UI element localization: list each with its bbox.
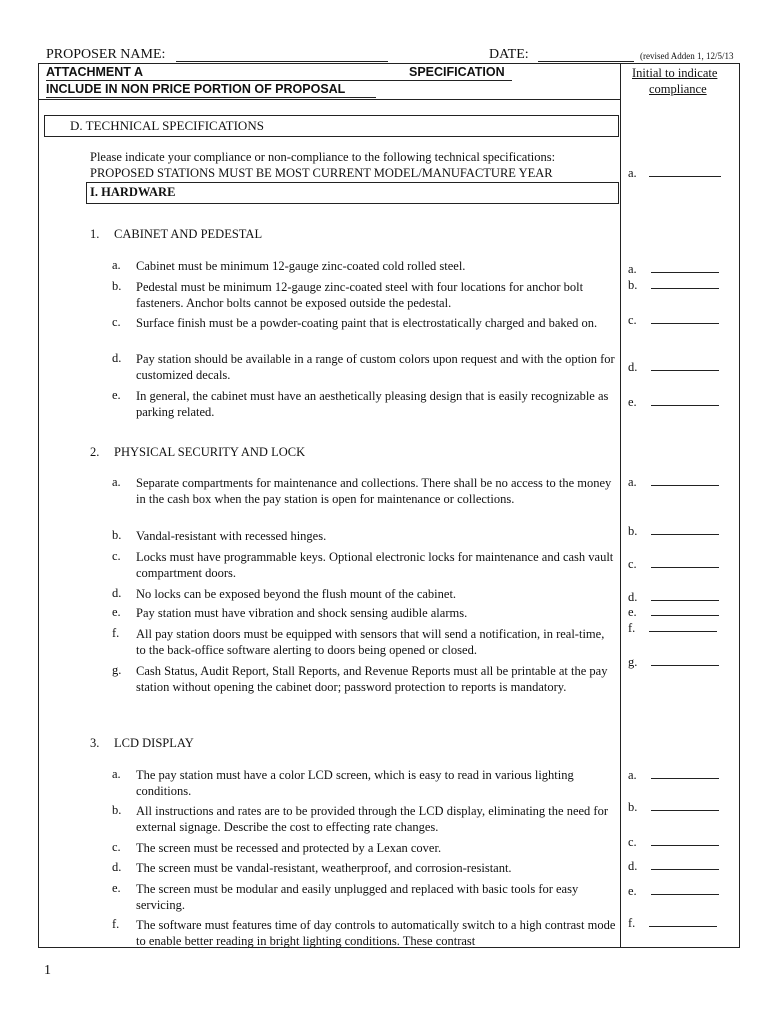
item-label: a. (112, 767, 121, 781)
item-label: g. (112, 663, 122, 677)
item-label: c. (112, 549, 121, 563)
answer-1a[interactable] (628, 262, 719, 277)
section-d-title: D. TECHNICAL SPECIFICATIONS (70, 118, 264, 133)
answer-blank[interactable] (651, 278, 719, 289)
page-number: 1 (44, 963, 51, 978)
answer-blank[interactable] (651, 262, 719, 273)
answer-blank[interactable] (651, 835, 719, 846)
initial-header-line2: compliance (649, 82, 707, 96)
answer-1e[interactable] (628, 395, 719, 410)
answer-blank[interactable] (649, 621, 717, 632)
intro-line1: Please indicate your compliance or non-compliance to the following technical specifications: (90, 150, 556, 164)
answer-blank[interactable] (651, 395, 719, 406)
section-2-heading (90, 445, 305, 460)
answer-2c[interactable] (628, 557, 719, 572)
item-text: Cabinet must be minimum 12-gauge zinc-coated cold rolled steel. (136, 259, 466, 273)
frame-right (739, 63, 740, 948)
intro-answer-blank[interactable] (649, 166, 721, 177)
answer-3d[interactable] (628, 859, 719, 874)
answer-blank[interactable] (651, 475, 719, 486)
answer-label: f. (628, 621, 636, 635)
answer-blank[interactable] (651, 800, 719, 811)
frame-top (38, 63, 740, 64)
item-text: Pay station should be available in a range of custom colors upon request and with the option for customized decals. (136, 352, 615, 382)
item-label: f. (112, 917, 120, 931)
answer-blank[interactable] (651, 605, 719, 616)
answer-3e[interactable] (628, 884, 719, 899)
section-1-number: 1. (90, 227, 100, 241)
item-label: b. (112, 803, 122, 817)
header-rule (38, 99, 621, 100)
item-label: a. (112, 258, 121, 272)
answer-blank[interactable] (651, 859, 719, 870)
item-label: e. (112, 388, 121, 402)
item-text: The screen must be vandal-resistant, weatherproof, and corrosion-resistant. (136, 861, 512, 875)
answer-label: a. (628, 262, 637, 276)
item-label: e. (112, 605, 121, 619)
specification-label: SPECIFICATION (409, 65, 505, 79)
item-label: d. (112, 586, 122, 600)
initial-header-line1: Initial to indicate (632, 66, 718, 80)
answer-2d[interactable] (628, 590, 719, 605)
date-field[interactable] (538, 61, 634, 62)
intro-answer-label: a. (628, 166, 637, 180)
item-text: Separate compartments for maintenance and collections. There shall be no access to the money in the cash box when the pay station is open for maintenance or collections. (136, 476, 612, 506)
answer-label: f. (628, 916, 636, 930)
answer-blank[interactable] (651, 590, 719, 601)
date-label: DATE: (489, 47, 529, 62)
include-note: INCLUDE IN NON PRICE PORTION OF PROPOSAL (46, 82, 346, 96)
section-2-number: 2. (90, 445, 100, 459)
answer-1b[interactable] (628, 278, 719, 293)
answer-blank[interactable] (651, 360, 719, 371)
answer-3b[interactable] (628, 800, 719, 815)
item-text: Surface finish must be a powder-coating paint that is electrostatically charged and baked on. (136, 316, 598, 330)
answer-label: d. (628, 590, 638, 604)
answer-label: d. (628, 360, 638, 374)
answer-2e[interactable] (628, 605, 719, 620)
section-2-title: PHYSICAL SECURITY AND LOCK (114, 445, 306, 459)
item-text: In general, the cabinet must have an aesthetically pleasing design that is easily recognizable as parking related. (136, 389, 609, 419)
answer-label: g. (628, 655, 638, 669)
answer-blank[interactable] (651, 313, 719, 324)
answer-2f[interactable] (628, 621, 717, 636)
item-label: e. (112, 881, 121, 895)
attachment-label: ATTACHMENT A (46, 65, 143, 79)
answer-blank[interactable] (649, 916, 717, 927)
answer-2g[interactable] (628, 655, 719, 670)
item-label: d. (112, 860, 122, 874)
answer-3a[interactable] (628, 768, 719, 783)
item-text: Pedestal must be minimum 12-gauge zinc-coated steel with four locations for anchor bolt fasteners. Anchor bolts cannot be exposed outside the pedestal. (136, 280, 584, 310)
answer-label: e. (628, 884, 637, 898)
item-label: f. (112, 626, 120, 640)
hardware-title: I. HARDWARE (90, 185, 176, 199)
answer-2a[interactable] (628, 475, 719, 490)
section-3-heading (90, 736, 194, 751)
answer-label: a. (628, 768, 637, 782)
answer-3f[interactable] (628, 916, 717, 931)
answer-blank[interactable] (651, 655, 719, 666)
item-text: The screen must be modular and easily unplugged and replaced with basic tools for easy servicing. (136, 882, 579, 912)
item-text: Cash Status, Audit Report, Stall Reports, and Revenue Reports must all be printable at the pay station without opening the cabinet door; password protection to reports is mandatory. (136, 664, 608, 694)
proposer-name-label: PROPOSER NAME: (46, 47, 166, 62)
item-label: b. (112, 528, 122, 542)
answer-label: e. (628, 605, 637, 619)
section-3-number: 3. (90, 736, 100, 750)
section-1-heading (90, 227, 262, 242)
answer-label: b. (628, 278, 638, 292)
section-3-title: LCD DISPLAY (114, 736, 194, 750)
item-text: Locks must have programmable keys. Optional electronic locks for maintenance and cash vault compartment doors. (136, 550, 614, 580)
answer-2b[interactable] (628, 524, 719, 539)
answer-1c[interactable] (628, 313, 719, 328)
attachment-underline (46, 80, 512, 81)
revised-note: (revised Adden 1, 12/5/13 (640, 51, 734, 61)
column-divider (620, 63, 621, 948)
answer-label: b. (628, 800, 638, 814)
item-label: a. (112, 475, 121, 489)
proposer-name-field[interactable] (176, 61, 388, 62)
answer-blank[interactable] (651, 557, 719, 568)
answer-3c[interactable] (628, 835, 719, 850)
answer-blank[interactable] (651, 524, 719, 535)
answer-blank[interactable] (651, 768, 719, 779)
answer-blank[interactable] (651, 884, 719, 895)
item-label: c. (112, 315, 121, 329)
item-text: No locks can be exposed beyond the flush mount of the cabinet. (136, 587, 457, 601)
answer-label: b. (628, 524, 638, 538)
intro-answer[interactable] (628, 166, 721, 181)
answer-label: c. (628, 835, 637, 849)
item-label: d. (112, 351, 122, 365)
answer-label: a. (628, 475, 637, 489)
answer-label: d. (628, 859, 638, 873)
section-1-title: CABINET AND PEDESTAL (114, 227, 263, 241)
item-text: The software must features time of day controls to automatically switch to a high contrast mode to enable better reading in bright lighting conditions. These contrast (136, 918, 616, 948)
frame-left (38, 63, 39, 948)
item-label: c. (112, 840, 121, 854)
item-text: Pay station must have vibration and shock sensing audible alarms. (136, 606, 468, 620)
intro-line2: PROPOSED STATIONS MUST BE MOST CURRENT MODEL/MANUFACTURE YEAR (90, 166, 553, 180)
item-text: The screen must be recessed and protected by a Lexan cover. (136, 841, 442, 855)
item-text: The pay station must have a color LCD screen, which is easy to read in various lighting conditions. (136, 768, 574, 798)
item-text: Vandal-resistant with recessed hinges. (136, 529, 327, 543)
answer-label: c. (628, 557, 637, 571)
answer-label: e. (628, 395, 637, 409)
item-label: b. (112, 279, 122, 293)
answer-1d[interactable] (628, 360, 719, 375)
include-note-underline (46, 97, 376, 98)
answer-label: c. (628, 313, 637, 327)
item-text: All instructions and rates are to be provided through the LCD display, eliminating the need for external signage. Describe the cost to effecting rate changes. (136, 804, 608, 834)
item-text: All pay station doors must be equipped with sensors that will send a notification, in real-time, to the back-office software alerting to doors being opened or closed. (136, 627, 605, 657)
